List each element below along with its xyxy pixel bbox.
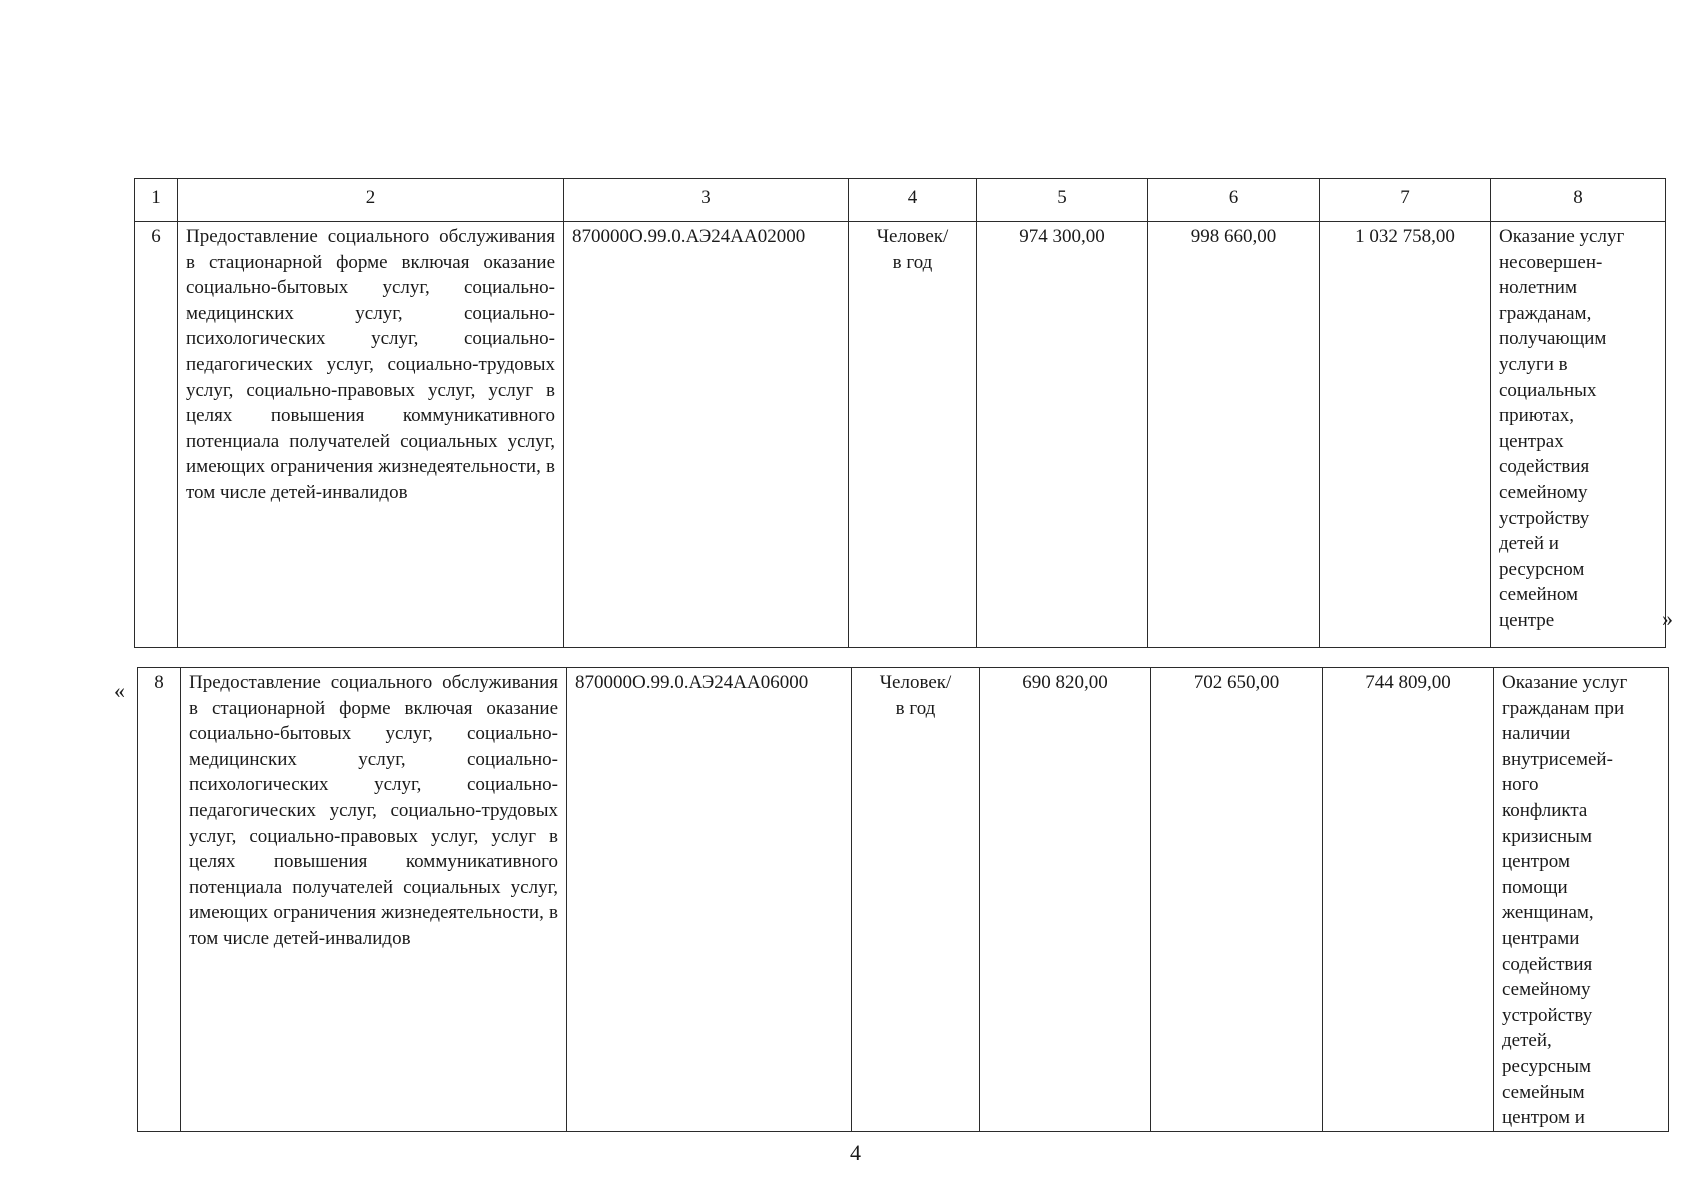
value-col-5: 690 820,00: [980, 668, 1151, 1132]
header-cell-1: 1: [135, 179, 178, 222]
value-col-7: 1 032 758,00: [1320, 222, 1491, 648]
header-cell-6: 6: [1148, 179, 1320, 222]
value-col-5: 974 300,00: [977, 222, 1148, 648]
note-cell: Оказание услуг гражданам при наличии внутрисемей- ного конфликта кризисным центром помощи женщинам, центрами содействия семейному устройству детей, ресурсным семейным центром и: [1494, 668, 1669, 1132]
value-col-6: 998 660,00: [1148, 222, 1320, 648]
row-number: 6: [135, 222, 178, 648]
header-cell-7: 7: [1320, 179, 1491, 222]
header-cell-4: 4: [849, 179, 977, 222]
header-cell-8: 8: [1491, 179, 1666, 222]
header-cell-5: 5: [977, 179, 1148, 222]
row-number: 8: [138, 668, 181, 1132]
table-bottom: [137, 667, 1669, 1132]
service-description: Предоставление социального обслуживания в стационарной форме включая оказание социально-бытовых услуг, социально-медицинских услуг, социально-психологических услуг, социально-педагогических услуг, социально-трудовых услуг, социально-правовых услуг, услуг в целях повышения коммуникативного потенциала получателей социальных услуг, имеющих ограничения жизнедеятельности, в том числе детей-инвалидов: [181, 668, 567, 1132]
header-cell-2: 2: [178, 179, 564, 222]
value-col-7: 744 809,00: [1323, 668, 1494, 1132]
header-cell-3: 3: [564, 179, 849, 222]
service-code: 870000О.99.0.АЭ24АА02000: [564, 222, 849, 648]
unit-cell: Человек/ в год: [849, 222, 977, 648]
unit-cell: Человек/ в год: [852, 668, 980, 1132]
table-row: [138, 668, 1669, 1132]
table-top: [134, 178, 1666, 648]
page-number: 4: [850, 1140, 861, 1165]
service-code: 870000О.99.0.АЭ24АА06000: [567, 668, 852, 1132]
value-col-6: 702 650,00: [1151, 668, 1323, 1132]
opening-quote: «: [114, 678, 125, 703]
service-description: Предоставление социального обслуживания в стационарной форме включая оказание социально-бытовых услуг, социально-медицинских услуг, социально-психологических услуг, социально-педагогических услуг, социально-трудовых услуг, социально-правовых услуг, услуг в целях повышения коммуникативного потенциала получателей социальных услуг, имеющих ограничения жизнедеятельности, в том числе детей-инвалидов: [178, 222, 564, 648]
table-header-row: [135, 179, 1666, 222]
table-row: [135, 222, 1666, 648]
note-cell: Оказание услуг несовершен- нолетним гражданам, получающим услуги в социальных приютах, центрах содействия семейному устройству детей и ресурсном семейном центре: [1491, 222, 1666, 648]
closing-quote: »: [1662, 606, 1673, 631]
